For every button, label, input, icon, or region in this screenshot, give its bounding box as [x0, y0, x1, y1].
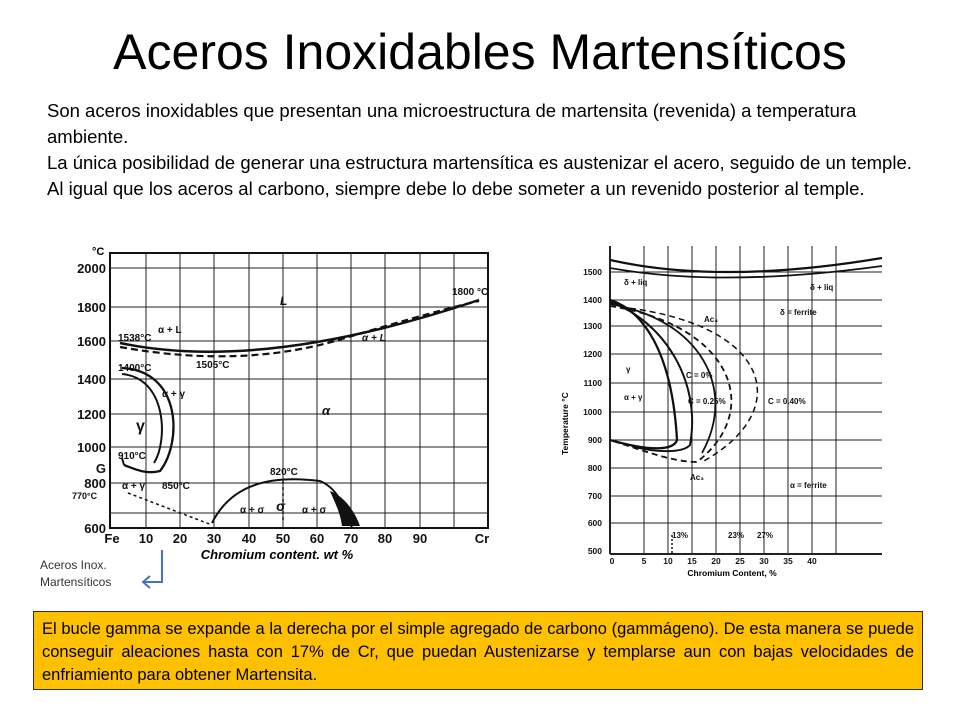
intro-paragraph: La única posibilidad de generar una estructura martensítica es austenizar el acero, seguido de un temple. Al igual que los aceros al carbono, siempre debe lo debe someter a un revenido posterior al temple.	[47, 152, 912, 199]
svg-text:600: 600	[84, 521, 106, 536]
svg-text:800: 800	[587, 463, 602, 473]
svg-text:1000: 1000	[583, 407, 602, 417]
svg-text:15: 15	[687, 556, 697, 566]
svg-text:23%: 23%	[728, 531, 745, 540]
svg-text:C = 0.25%: C = 0.25%	[688, 397, 726, 406]
svg-text:90: 90	[412, 531, 428, 546]
x-tick-labels	[104, 531, 489, 546]
svg-text:1600: 1600	[77, 334, 106, 349]
svg-text:δ + liq: δ + liq	[624, 278, 648, 287]
svg-text:α + γ: α + γ	[122, 481, 146, 492]
y-axis-label: Temperature °C	[560, 392, 570, 455]
svg-text:850°C: 850°C	[162, 481, 190, 492]
side-note-line: Aceros Inox.	[40, 558, 107, 572]
svg-text:13%: 13%	[672, 531, 689, 540]
svg-text:1500: 1500	[583, 267, 602, 277]
svg-text:α = ferrite: α = ferrite	[790, 481, 827, 490]
svg-text:700: 700	[587, 491, 602, 501]
svg-text:910°C: 910°C	[118, 451, 146, 462]
x-axis-label: Chromium content. wt %	[200, 547, 354, 562]
svg-text:Ac₃: Ac₃	[690, 473, 704, 482]
svg-text:27%: 27%	[757, 531, 774, 540]
svg-text:1800: 1800	[77, 300, 106, 315]
fe-cr-phase-diagram	[62, 243, 502, 563]
svg-text:10: 10	[663, 556, 673, 566]
svg-text:1000: 1000	[77, 440, 106, 455]
side-note-line: Martensíticos	[40, 575, 112, 589]
svg-text:70: 70	[343, 531, 359, 546]
svg-text:α + γ: α + γ	[162, 389, 186, 400]
svg-text:1505°C: 1505°C	[196, 360, 230, 371]
grid-lines	[610, 246, 882, 554]
svg-text:α + γ: α + γ	[624, 393, 643, 402]
svg-text:900: 900	[587, 435, 602, 445]
y-unit-label: °C	[92, 246, 105, 258]
svg-text:α + σ: α + σ	[302, 505, 327, 516]
svg-text:α + L: α + L	[362, 333, 386, 344]
svg-text:γ: γ	[136, 418, 145, 435]
svg-text:25: 25	[735, 556, 745, 566]
svg-text:80: 80	[377, 531, 393, 546]
svg-text:1800 °C: 1800 °C	[452, 287, 489, 298]
svg-text:G: G	[95, 461, 106, 476]
svg-text:δ + liq: δ + liq	[810, 283, 834, 292]
svg-text:600: 600	[587, 518, 602, 528]
svg-text:α + σ: α + σ	[240, 505, 265, 516]
svg-text:2000: 2000	[77, 261, 106, 276]
svg-text:L: L	[280, 294, 288, 308]
svg-text:1200: 1200	[583, 349, 602, 359]
chromium-carbon-diagram	[552, 240, 892, 585]
svg-text:α + L: α + L	[158, 325, 182, 336]
svg-text:γ: γ	[626, 365, 631, 374]
svg-text:40: 40	[241, 531, 257, 546]
svg-text:0: 0	[609, 556, 615, 566]
intro-paragraph: Son aceros inoxidables que presentan una microestructura de martensita (revenida) a temperatura ambiente.	[47, 100, 857, 147]
x-tick-labels	[610, 556, 817, 566]
svg-text:35: 35	[783, 556, 793, 566]
svg-text:50: 50	[275, 531, 291, 546]
side-note	[40, 557, 111, 591]
svg-text:1200: 1200	[77, 407, 106, 422]
svg-text:5: 5	[641, 556, 647, 566]
svg-text:30: 30	[206, 531, 222, 546]
svg-text:770°C: 770°C	[72, 491, 98, 501]
svg-text:1300: 1300	[583, 321, 602, 331]
svg-text:30: 30	[759, 556, 769, 566]
svg-text:Fe: Fe	[104, 531, 120, 546]
svg-text:10: 10	[138, 531, 154, 546]
svg-text:δ = ferrite: δ = ferrite	[780, 308, 817, 317]
svg-text:40: 40	[807, 556, 817, 566]
svg-text:C = 0%: C = 0%	[686, 371, 713, 380]
svg-text:1400: 1400	[583, 295, 602, 305]
svg-text:20: 20	[711, 556, 721, 566]
svg-text:σ: σ	[276, 498, 286, 514]
bent-arrow-icon	[140, 548, 170, 590]
svg-text:1400°C: 1400°C	[118, 363, 152, 374]
svg-text:60: 60	[309, 531, 325, 546]
svg-text:20: 20	[172, 531, 188, 546]
svg-text:800: 800	[84, 476, 106, 491]
svg-text:820°C: 820°C	[270, 467, 298, 478]
x-axis-label: Chromium Content, %	[687, 568, 777, 578]
svg-text:α: α	[322, 403, 331, 418]
svg-text:1400: 1400	[77, 372, 106, 387]
svg-text:Cr: Cr	[474, 531, 490, 546]
callout-box: El bucle gamma se expande a la derecha por el simple agregado de carbono (gammágeno). De esta manera se puede conseguir aleaciones hasta con 17% de Cr, que puedan Austenizarse y templarse aun con bajas velocidades de enfriamiento para obtener Martensita.	[33, 611, 923, 690]
phase-boundaries	[610, 258, 882, 554]
svg-text:1100: 1100	[583, 378, 602, 388]
svg-text:C = 0.40%: C = 0.40%	[768, 397, 806, 406]
svg-text:1538°C: 1538°C	[118, 333, 152, 344]
y-tick-labels	[583, 267, 602, 556]
intro-text	[47, 98, 917, 202]
slide-title: Aceros Inoxidables Martensíticos	[113, 24, 847, 80]
svg-text:500: 500	[587, 546, 602, 556]
svg-text:Ac₄: Ac₄	[704, 315, 719, 324]
